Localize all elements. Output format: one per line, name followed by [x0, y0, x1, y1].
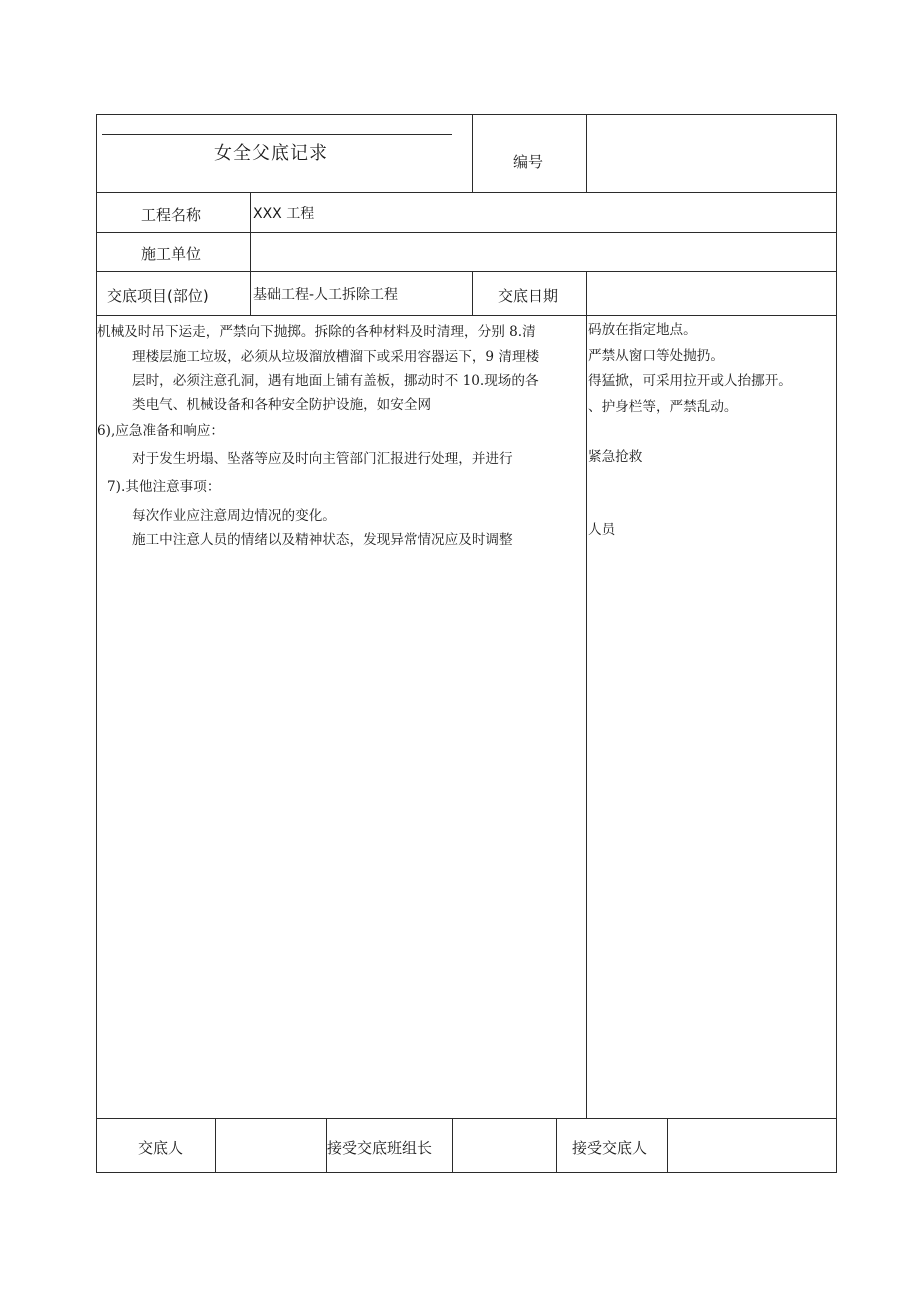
content-right-line-6: 人员	[588, 522, 616, 538]
presenter-label: 交底人	[138, 1139, 184, 1157]
number-label: 编号	[513, 153, 544, 171]
content-right-line-3: 得猛掀，可采用拉开或人抬挪开。	[588, 373, 792, 389]
header-col-divider-a	[472, 114, 473, 192]
content-right-line-4: 、护身栏等，严禁乱动。	[588, 399, 738, 415]
item-col-divider-b	[586, 271, 587, 315]
sign-col-divider-1	[215, 1118, 216, 1172]
table-left-border	[96, 114, 97, 1173]
sign-col-divider-3	[452, 1118, 453, 1172]
row-divider-2	[96, 232, 837, 233]
row-divider-1	[96, 192, 837, 193]
title-underline	[102, 134, 452, 135]
sign-col-divider-4	[556, 1118, 557, 1172]
header-col-divider-b	[586, 114, 587, 192]
item-label: 交底项目(部位)	[107, 287, 209, 305]
content-right-line-1: 码放在指定地点。	[588, 322, 697, 338]
team-leader-label: 接受交底班组长	[327, 1139, 433, 1157]
content-left-line-2: 理楼层施工垃圾，必须从垃圾溜放槽溜下或采用容器运下，9 清理楼	[132, 349, 540, 365]
content-left-line-5: 6),应急准备和响应：	[97, 423, 225, 439]
content-left-line-8: 每次作业应注意周边情况的变化。	[132, 508, 336, 524]
table-right-border	[836, 114, 837, 1173]
item-value[interactable]: 基础工程-人工拆除工程	[253, 287, 399, 303]
label-col-divider	[250, 192, 251, 315]
content-right-line-2: 严禁从窗口等处抛扔。	[588, 348, 724, 364]
table-top-border	[96, 114, 837, 115]
sign-col-divider-5	[667, 1118, 668, 1172]
content-left-line-6: 对于发生坍塌、坠落等应及时向主管部门汇报进行处理，并进行	[132, 451, 513, 467]
project-name-value[interactable]: XXX 工程	[253, 206, 315, 222]
contractor-label: 施工单位	[141, 245, 202, 263]
content-right-line-5: 紧急抢救	[588, 449, 643, 465]
table-bottom-border	[96, 1172, 837, 1173]
content-left-line-4: 类电气、机械设备和各种安全防护设施，如安全网	[132, 397, 432, 413]
project-name-label: 工程名称	[141, 206, 202, 224]
content-left-line-9: 施工中注意人员的情绪以及精神状态，发现异常情况应及时调整	[132, 532, 513, 548]
date-label: 交底日期	[498, 287, 559, 305]
row-divider-5	[96, 1118, 837, 1119]
content-left-line-3: 层时，必须注意孔洞，遇有地面上铺有盖板，挪动时不 10.现场的各	[132, 373, 539, 389]
document-title: 女全父底记求	[214, 143, 328, 164]
item-col-divider-a	[472, 271, 473, 315]
content-left-line-7: 7).其他注意事项：	[107, 479, 221, 495]
receiver-label: 接受交底人	[572, 1139, 648, 1157]
row-divider-3	[96, 271, 837, 272]
content-left-line-1: 机械及时吊下运走，严禁向下抛掷。拆除的各种材料及时清理，分别 8.清	[97, 324, 536, 340]
row-divider-4	[96, 315, 837, 316]
content-col-divider	[586, 315, 587, 1118]
